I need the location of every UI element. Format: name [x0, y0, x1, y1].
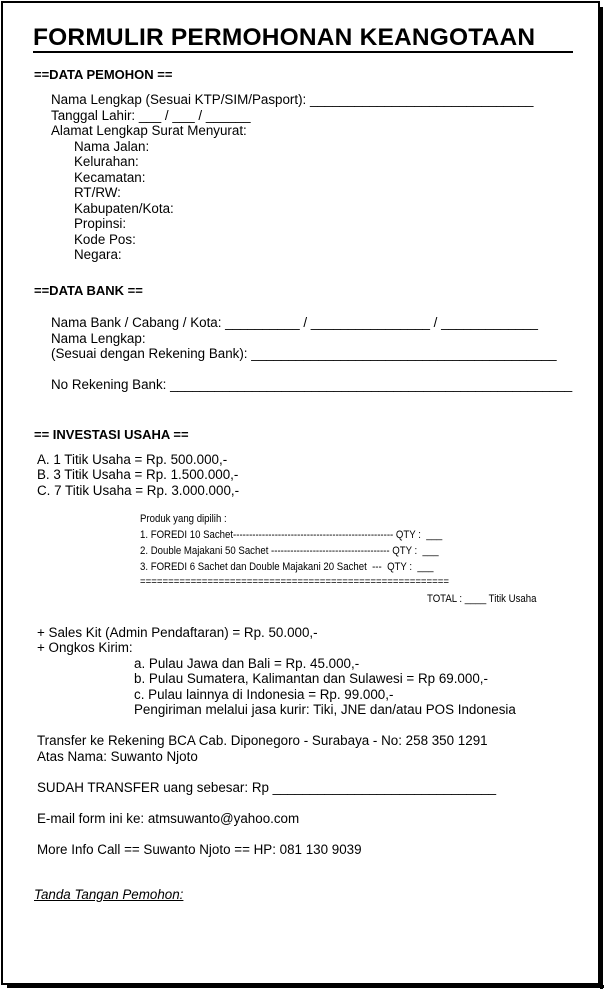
field-kecamatan: Kecamatan:: [74, 170, 146, 185]
field-bank-nama-lengkap: Nama Lengkap:: [51, 331, 146, 346]
field-nama-lengkap: Nama Lengkap (Sesuai KTP/SIM/Pasport): ______________________________: [51, 92, 534, 107]
field-nama-jalan: Nama Jalan:: [74, 139, 150, 154]
option-b: B. 3 Titik Usaha = Rp. 1.500.000,-: [37, 467, 239, 482]
field-rt-rw: RT/RW:: [74, 185, 121, 200]
email-info: E-mail form ini ke: atmsuwanto@yahoo.com: [37, 811, 300, 826]
produk-item: 2. Double Majakani 50 Sachet ------------------------------------- QTY : ___: [140, 545, 439, 557]
ongkos-item: c. Pulau lainnya di Indonesia = Rp. 99.000,-: [134, 687, 394, 702]
field-kode-pos: Kode Pos:: [74, 232, 136, 247]
field-kelurahan: Kelurahan:: [74, 154, 139, 169]
field-sesuai-rekening: (Sesuai dengan Rekening Bank): _________________________________________: [51, 346, 557, 361]
title-underline: [33, 51, 573, 53]
total-titik-usaha: TOTAL : ____ Titik Usaha: [427, 593, 537, 605]
field-negara: Negara:: [74, 247, 122, 262]
section-header-bank: ==DATA BANK ==: [34, 283, 143, 298]
field-propinsi: Propinsi:: [74, 216, 127, 231]
section-header-investasi: == INVESTASI USAHA ==: [34, 427, 189, 442]
ongkos-kirim: + Ongkos Kirim:: [37, 640, 133, 655]
contact-info: More Info Call == Suwanto Njoto == HP: 081 130 9039: [37, 842, 362, 857]
field-alamat: Alamat Lengkap Surat Menyurat:: [51, 123, 247, 138]
ongkos-item: b. Pulau Sumatera, Kalimantan dan Sulawesi = Rp 69.000,-: [134, 671, 488, 686]
option-c: C. 7 Titik Usaha = Rp. 3.000.000,-: [37, 483, 240, 498]
atas-nama: Atas Nama: Suwanto Njoto: [37, 749, 198, 764]
field-no-rekening: No Rekening Bank: ______________________________________________________: [51, 377, 573, 392]
section-header-pemohon: ==DATA PEMOHON ==: [34, 67, 173, 82]
kurir-info: Pengiriman melalui jasa kurir: Tiki, JNE dan/atau POS Indonesia: [134, 702, 516, 717]
signature-label: Tanda Tangan Pemohon:: [34, 887, 184, 902]
form-title: FORMULIR PERMOHONAN KEANGOTAAN: [33, 24, 536, 51]
field-kabupaten: Kabupaten/Kota:: [74, 201, 174, 216]
sales-kit: + Sales Kit (Admin Pendaftaran) = Rp. 50.000,-: [37, 625, 318, 640]
field-nama-bank: Nama Bank / Cabang / Kota: __________ / ________________ / _____________: [51, 315, 538, 330]
produk-item: 3. FOREDI 6 Sachet dan Double Majakani 20 Sachet --- QTY : ___: [140, 561, 434, 573]
field-tanggal-lahir: Tanggal Lahir: ___ / ___ / ______: [51, 108, 251, 123]
sudah-transfer: SUDAH TRANSFER uang sebesar: Rp ______________________________: [37, 780, 497, 795]
option-a: A. 1 Titik Usaha = Rp. 500.000,-: [37, 452, 228, 467]
produk-title: Produk yang dipilih :: [140, 513, 227, 525]
produk-separator: =======================================================: [140, 576, 450, 588]
produk-item: 1. FOREDI 10 Sachet-------------------------------------------------- QTY : ___: [140, 529, 443, 541]
transfer-rekening: Transfer ke Rekening BCA Cab. Diponegoro - Surabaya - No: 258 350 1291: [37, 733, 488, 748]
ongkos-item: a. Pulau Jawa dan Bali = Rp. 45.000,-: [134, 656, 360, 671]
